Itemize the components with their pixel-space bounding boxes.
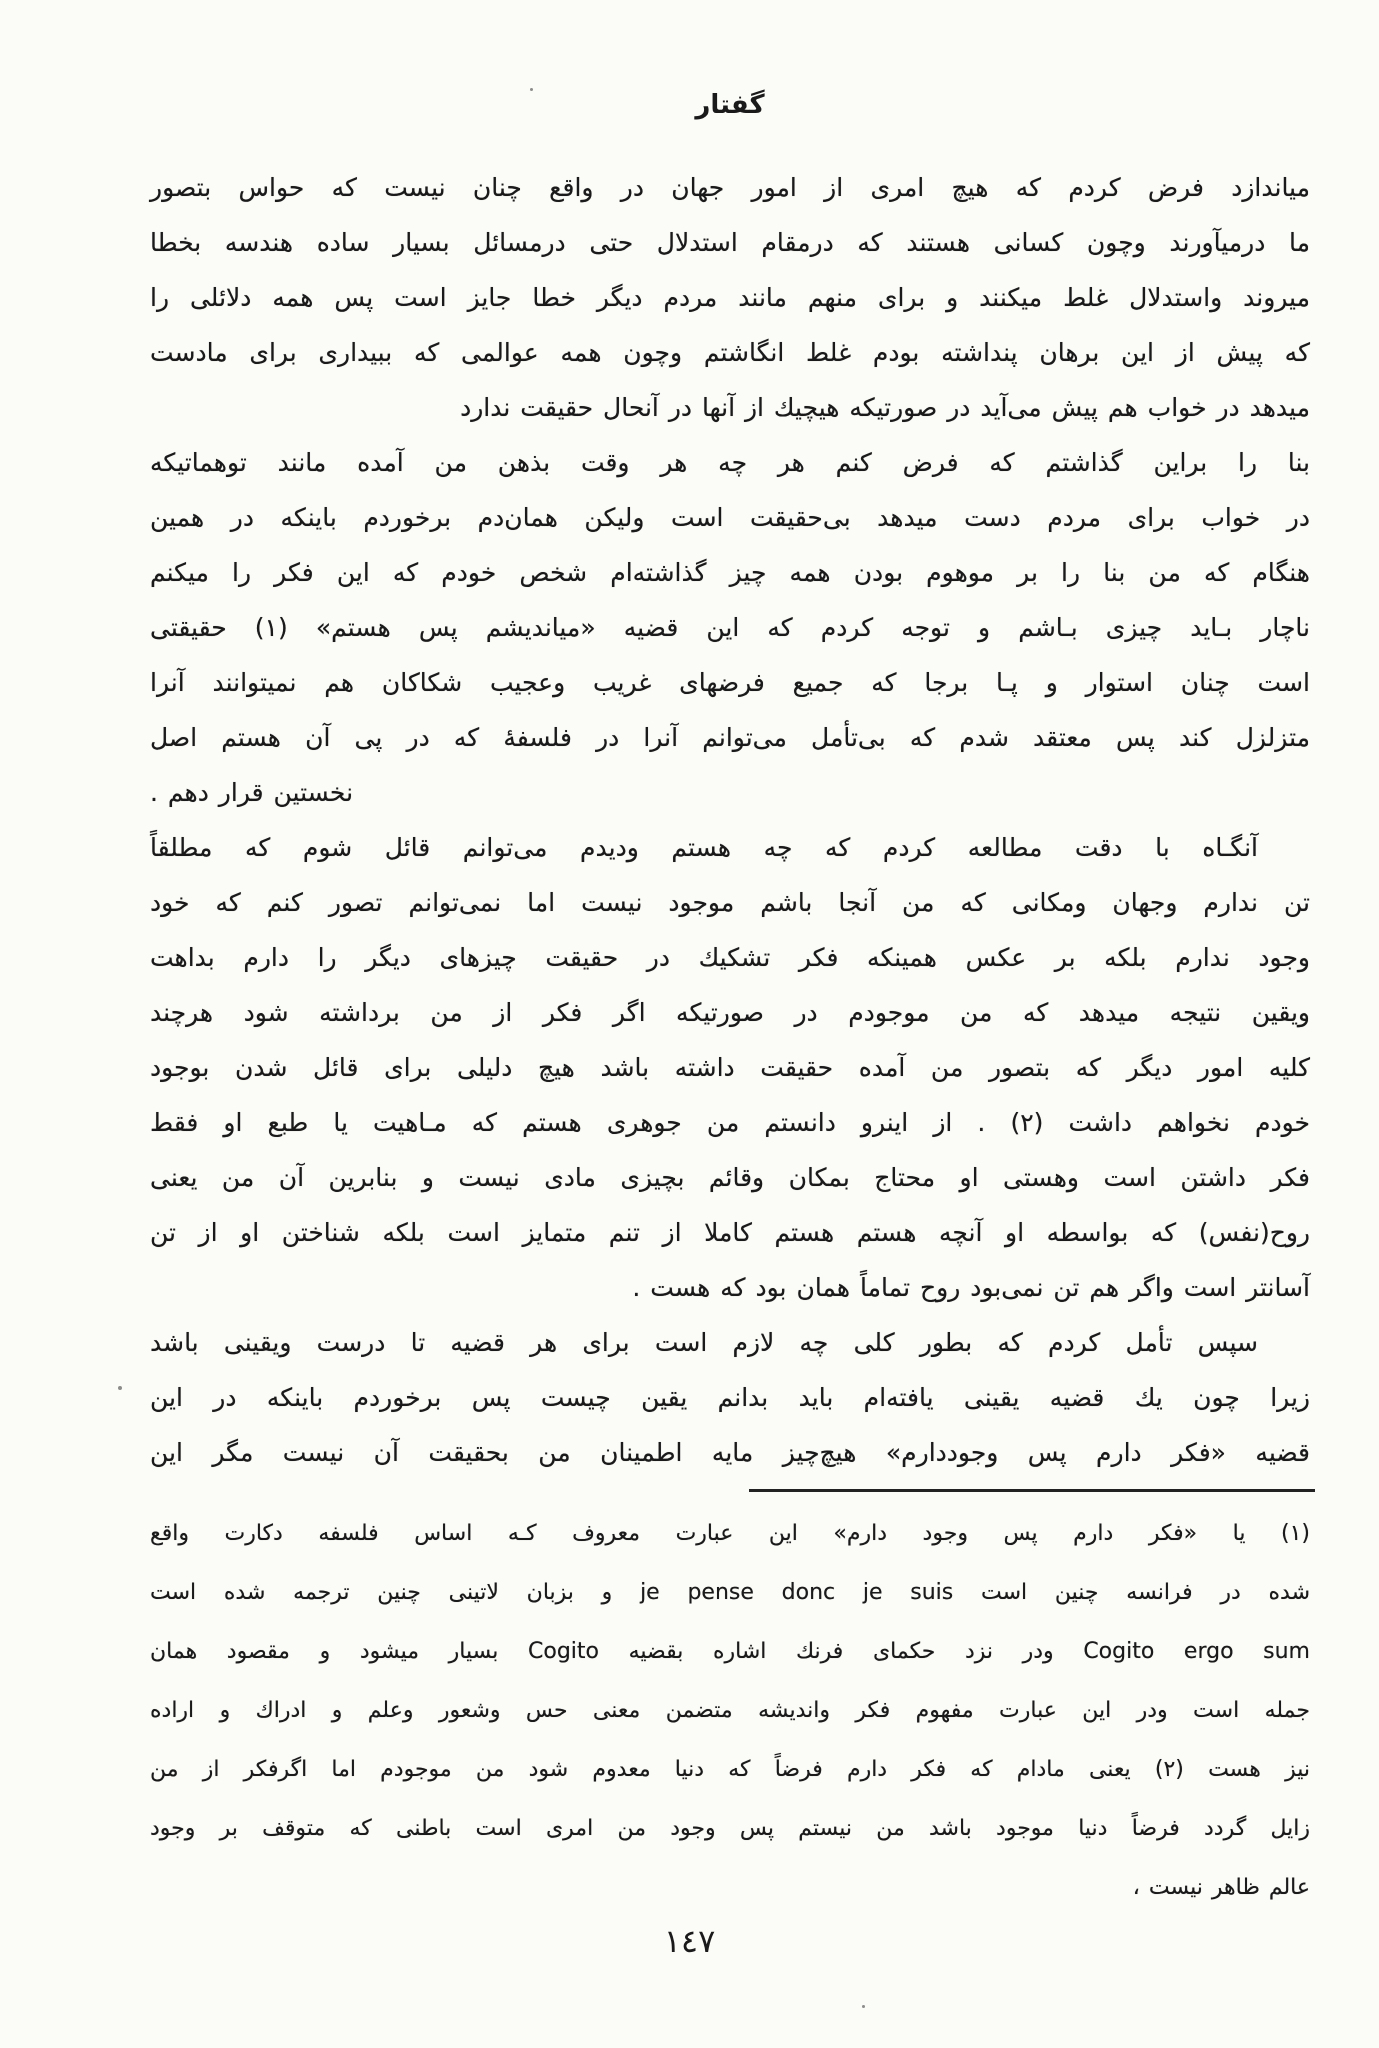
text-line: نخستین قرار دهم .	[150, 778, 354, 807]
text-line: میاندازد فرض کردم که هیچ امری از امور جهان در واقع چنان نیست که حواس بتصور	[150, 173, 1310, 202]
footnote-separator	[749, 1489, 1315, 1492]
text-line: میدهد در خواب هم پیش می‌آید در صورتیکه هیچیك از آنها در آنحال حقیقت ندارد	[460, 393, 1310, 422]
text-line: ناچار بـاید چیزی بـاشم و توجه کردم که این قضیه «میاندیشم پس هستم» (۱) حقیقتی	[150, 613, 1311, 642]
text-line: زایل گردد فرضاً دنیا موجود باشد من نیستم پس وجود من امری است باطنی که متوقف بر وجود	[150, 1816, 1310, 1841]
text-line: ما درمیآورند وچون کسانی هستند که درمقام استدلال حتی درمسائل بسیار ساده هندسه بخطا	[150, 228, 1310, 257]
scan-speck	[530, 88, 533, 91]
text-line: وجود ندارم بلکه بر عکس همینکه فکر تشکیك در حقیقت چیزهای دیگر را دارم بداهت	[150, 943, 1310, 972]
text-line: میروند واستدلال غلط میکنند و برای منهم مانند مردم دیگر خطا جایز است پس همه دلائلی را	[150, 283, 1310, 312]
text-line: سپس تأمل کردم که بطور کلی چه لازم است برای هر قضیه تا درست ویقینی باشد	[150, 1328, 1258, 1357]
text-line: آسانتر است واگر هم تن نمی‌بود روح تماماً همان بود که هست .	[632, 1273, 1310, 1302]
text-line: زیرا چون یك قضیه یقینی یافته‌ام باید بدانم یقین چیست پس برخوردم باینکه در این	[150, 1383, 1310, 1412]
text-line: جمله است ودر این عبارت مفهوم فکر واندیشه متضمن معنی حس وشعور وعلم و ادراك و اراده	[150, 1698, 1310, 1723]
text-line: تن ندارم وجهان ومکانی که من آنجا باشم موجود نیست اما نمی‌توانم تصور کنم که خود	[150, 888, 1310, 917]
paragraph-2	[150, 820, 1310, 1315]
text-line: فکر داشتن است وهستی او محتاج بمکان وقائم بچیزی مادی نیست و بنابرین آن من یعنی	[150, 1163, 1310, 1192]
scan-speck	[862, 2005, 865, 2008]
text-line: بنا را براین گذاشتم که فرض کنم هر چه هر وقت بذهن من آمده مانند توهماتیکه	[150, 448, 1310, 477]
footnotes-block	[150, 1504, 1310, 1917]
text-line: در خواب برای مردم دست میدهد بی‌حقیقت است ولیکن همان‌دم برخوردم باینکه در همین	[150, 503, 1310, 532]
text-line: (۱) یا «فکر دارم پس وجود دارم» این عبارت معروف کـه اساس فلسفه دکارت واقع	[150, 1521, 1310, 1546]
text-line: است چنان استوار و پـا برجا که جمیع فرضهای غریب وعجیب شکاکان هم نمیتوانند آنرا	[150, 668, 1310, 697]
text-line: که پیش از این برهان پنداشته بودم غلط انگاشتم وچون همه عوالمی که ببیداری برای مادست	[150, 338, 1310, 367]
page-number: ۱٤۷	[663, 1922, 716, 1960]
paragraph-3	[150, 1315, 1310, 1480]
text-line: ویقین نتیجه میدهد که من موجودم در صورتیکه اگر فکر از من برداشته شود هرچند	[150, 998, 1310, 1027]
text-line: آنگـاه با دقت مطالعه کردم که چه هستم ودیدم می‌توانم قائل شوم که مطلقاً	[150, 833, 1258, 862]
text-line: عالم ظاهر نیست ،	[1132, 1875, 1310, 1900]
text-line: نیز هست (۲) یعنی مادام که فکر دارم فرضاً که دنیا معدوم شود من موجودم اما اگرفکر از من	[150, 1757, 1310, 1782]
text-line: متزلزل کند پس معتقد شدم که بی‌تأمل می‌توانم آنرا در فلسفهٔ که در پی آن هستم اصل	[150, 723, 1310, 752]
paragraph-1	[150, 160, 1310, 820]
text-line: کلیه امور دیگر که بتصور من آمده حقیقت داشته باشد هیچ دلیلی برای قائل شدن بوجود	[150, 1053, 1310, 1082]
text-line: شده در فرانسه چنین است je pense donc je suis و بزبان لاتینی چنین ترجمه شده است	[150, 1580, 1311, 1605]
text-line: قضیه «فکر دارم پس وجوددارم» هیچ‌چیز مایه اطمینان من بحقیقت آن نیست مگر این	[150, 1438, 1310, 1467]
page-header-title: گفتار	[695, 90, 765, 120]
text-line: خودم نخواهم داشت (۲) . از اینرو دانستم من جوهری هستم که مـاهیت یا طبع او فقط	[150, 1108, 1310, 1137]
text-line: هنگام که من بنا را بر موهوم بودن همه چیز گذاشته‌ام شخص خودم که این فکر را میکنم	[150, 558, 1310, 587]
main-text-block	[150, 160, 1310, 1480]
text-line: روح(نفس) که بواسطه او آنچه هستم هستم کاملا از تنم متمایز است بلکه شناختن او از تن	[150, 1218, 1310, 1247]
scan-speck	[118, 1386, 122, 1390]
text-line: Cogito ergo sum ودر نزد حکمای فرنك اشاره بقضیه Cogito بسیار میشود و مقصود همان	[150, 1639, 1310, 1664]
